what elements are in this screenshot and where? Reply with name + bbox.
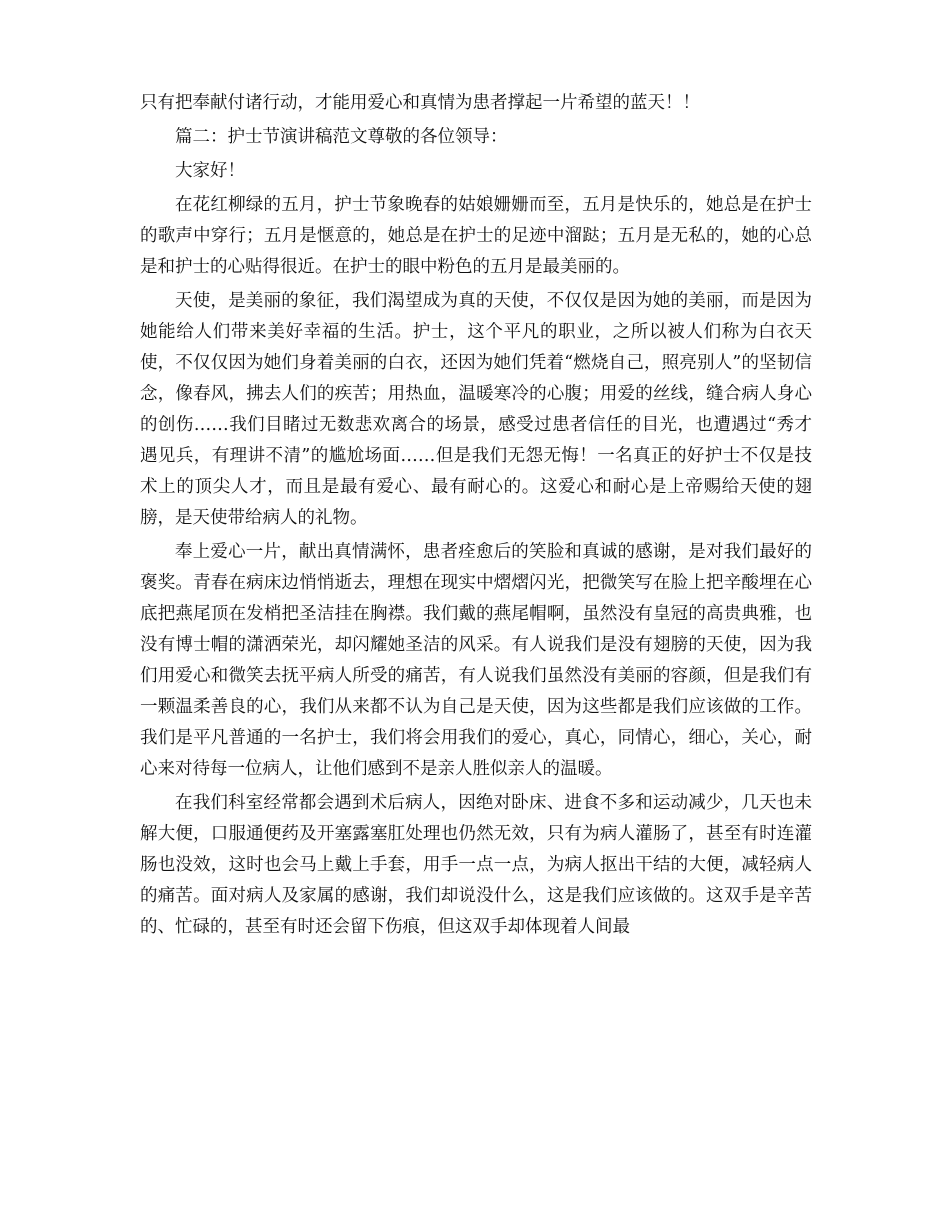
document-page xyxy=(140,88,812,946)
paragraph-5: 天使，是美丽的象征，我们渴望成为真的天使，不仅仅是因为她的美丽，而是因为她能给人们带来美好幸福的生活。护士，这个平凡的职业，之所以被人们称为白衣天使，不仅仅因为她们身着美丽的白衣，还因为她们凭着“燃烧自己，照亮别人”的坚韧信念，像春风，拂去人们的疾苦；用热血，温暖寒冷的心腹；用爱的丝线，缝合病人身心的创伤……我们目睹过无数悲欢离合的场景，感受过患者信任的目光，也遭遇过“秀才遇见兵，有理讲不清”的尴尬场面……但是我们无怨无悔！一名真正的好护士不仅是技术上的顶尖人才，而且是最有爱心、最有耐心的。这爱心和耐心是上帝赐给天使的翅膀，是天使带给病人的礼物。 xyxy=(140,291,812,528)
paragraph-4: 在花红柳绿的五月，护士节象晚春的姑娘姗姗而至，五月是快乐的，她总是在护士的歌声中穿行；五月是惬意的，她总是在护士的足迹中溜跶；五月是无私的，她的心总是和护士的心贴得很近。在护士的眼中粉色的五月是最美丽的。 xyxy=(140,195,812,277)
paragraph-3-greeting: 大家好！ xyxy=(175,161,245,181)
paragraph-7: 在我们科室经常都会遇到术后病人，因绝对卧床、进食不多和运动减少，几天也未解大便，口服通便药及开塞露塞肛处理也仍然无效，只有为病人灌肠了，甚至有时连灌肠也没效，这时也会马上戴上手套，用手一点一点，为病人抠出干结的大便，减轻病人的痛苦。面对病人及家属的感谢，我们却说没什么，这是我们应该做的。这双手是辛苦的、忙碌的，甚至有时还会留下伤痕，但这双手却体现着人间最 xyxy=(140,793,812,937)
paragraph-2-section-heading: 篇二：护士节演讲稿范文尊敬的各位领导： xyxy=(175,127,508,147)
paragraph-6: 奉上爱心一片，献出真情满怀，患者痊愈后的笑脸和真诚的感谢，是对我们最好的褒奖。青春在病床边悄悄逝去，理想在现实中熠熠闪光，把微笑写在脸上把辛酸埋在心底把燕尾顶在发梢把圣洁挂在胸襟。我们戴的燕尾帽啊，虽然没有皇冠的高贵典雅，也没有博士帽的潇洒荣光，却闪耀她圣洁的风采。有人说我们是没有翅膀的天使，因为我们用爱心和微笑去抚平病人所受的痛苦，有人说我们虽然没有美丽的容颜，但是我们有一颗温柔善良的心，我们从来都不认为自己是天使，因为这些都是我们应该做的工作。我们是平凡普通的一名护士，我们将会用我们的爱心，真心，同情心，细心，关心，耐心来对待每一位病人，让他们感到不是亲人胜似亲人的温暖。 xyxy=(140,542,812,779)
paragraph-1: 只有把奉献付诸行动，才能用爱心和真情为患者撑起一片希望的蓝天！！ xyxy=(140,93,700,113)
